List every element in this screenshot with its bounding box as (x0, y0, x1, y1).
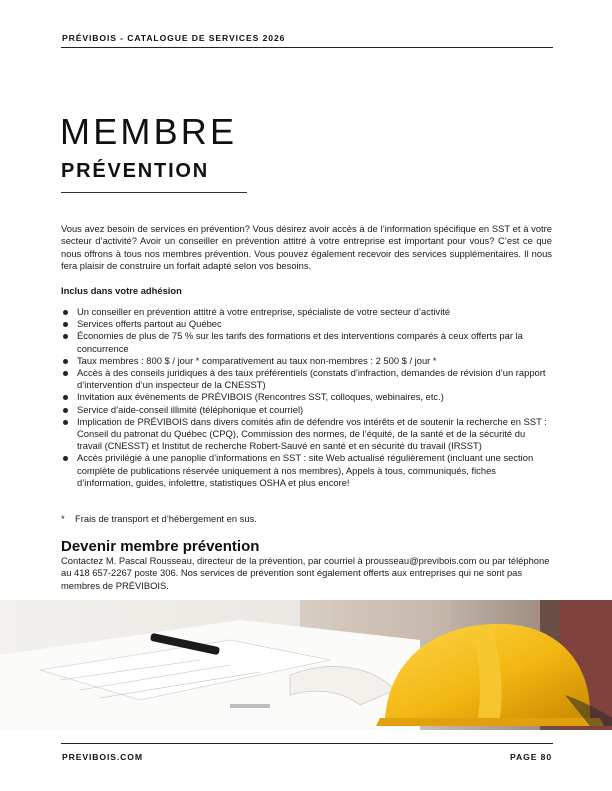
list-item-text: Économies de plus de 75 % sur les tarifs des formations et des interventions comparés à ceux offerts par la concurrence (77, 330, 523, 354)
included-heading: Inclus dans votre adhésion (61, 285, 182, 296)
list-item-text: Un conseiller en prévention attitré à votre entreprise, spécialiste de votre secteur d’activité (77, 306, 451, 317)
running-header: PRÉVIBOIS - CATALOGUE DE SERVICES 2026 (62, 33, 286, 43)
list-item (61, 404, 552, 416)
list-item (61, 318, 552, 330)
list-item-text: Taux membres : 800 $ / jour * comparativement au taux non-membres : 2 500 $ / jour * (77, 354, 437, 366)
bullet-icon (63, 322, 68, 327)
page-number: PAGE 80 (510, 752, 552, 762)
footer-divider (61, 743, 553, 744)
list-item-text: Invitation aux évènements de PRÉVIBOIS (Rencontres SST, colloques, webinaires, etc.) (77, 391, 444, 403)
list-item-text: Implication de PRÉVIBOIS dans divers comités afin de défendre vos intérêts et de soutenir la recherche en SST : Conseil du patronat du Québec (CPQ), Commission des normes, de l’équité, de la santé et de la sécurité du travail (CNESST) et Institut de recherche Robert-Sauvé en santé et en sécurité du travail (IRSST) (77, 415, 547, 452)
bullet-icon (63, 359, 68, 364)
contact-paragraph: Contactez M. Pascal Rousseau, directeur de la prévention, par courriel à prousseau@previbois.com ou par téléphone au 418 657-2267 poste 306. Nos services de prévention sont également offerts aux entreprises qui ne sont pas membres de PRÉVIBOIS. (61, 555, 550, 591)
header-divider (61, 47, 553, 48)
list-item (61, 416, 552, 453)
list-item (61, 367, 552, 391)
bullet-icon (63, 310, 68, 315)
footnote-text: Frais de transport et d’hébergement en sus. (75, 513, 257, 524)
page-title: MEMBRE (60, 111, 238, 152)
hard-hat-photo (0, 600, 612, 730)
list-item-text: Accès privilégié à une panoplie d’informations en SST : site Web actualisé régulièrement (incluant une section complète de publications réservée uniquement à nos membres), Appels à tous, communiqués, fiches d’information, guides, infolettre, statistiques OSHA et plus encore! (77, 452, 534, 488)
list-item-text: Service d’aide-conseil illimité (téléphonique et courriel) (77, 403, 304, 415)
list-item (61, 355, 552, 367)
bullet-icon (63, 395, 68, 400)
bullet-icon (63, 456, 68, 461)
list-item-text: Services offerts partout au Québec (77, 318, 222, 330)
list-item (61, 330, 552, 354)
footnote-marker: * (61, 513, 65, 524)
title-divider (61, 192, 247, 193)
bullet-icon (63, 408, 68, 413)
section-heading: Devenir membre prévention (61, 538, 260, 555)
list-item (61, 306, 552, 318)
benefits-list (61, 306, 552, 489)
bullet-icon (63, 420, 68, 425)
intro-paragraph: Vous avez besoin de services en prévention? Vous désirez avoir accès à de l’information spécifique en SST et à votre secteur d’activité? Avoir un conseiller en prévention attitré à votre entreprise est important pour vous? C’est ce que nous offrons à tous nos membres prévention. Vous pouvez également recevoir des services supplémentaires. Il nous fera plaisir de construire un forfait adapté selon vos besoins. (61, 223, 552, 272)
list-item-text: Accès à des conseils juridiques à des taux préférentiels (constats d’infraction, demandes de révision d’un rapport d’intervention d’un inspecteur de la CNESST) (77, 367, 546, 391)
hard-hat-illustration (0, 600, 612, 730)
bullet-icon (63, 334, 68, 339)
list-item (61, 391, 552, 403)
footer-website: PREVIBOIS.COM (62, 752, 143, 762)
bullet-icon (63, 371, 68, 376)
list-item (61, 452, 552, 489)
footnote (61, 513, 257, 525)
page-subtitle: PRÉVENTION (61, 160, 210, 182)
